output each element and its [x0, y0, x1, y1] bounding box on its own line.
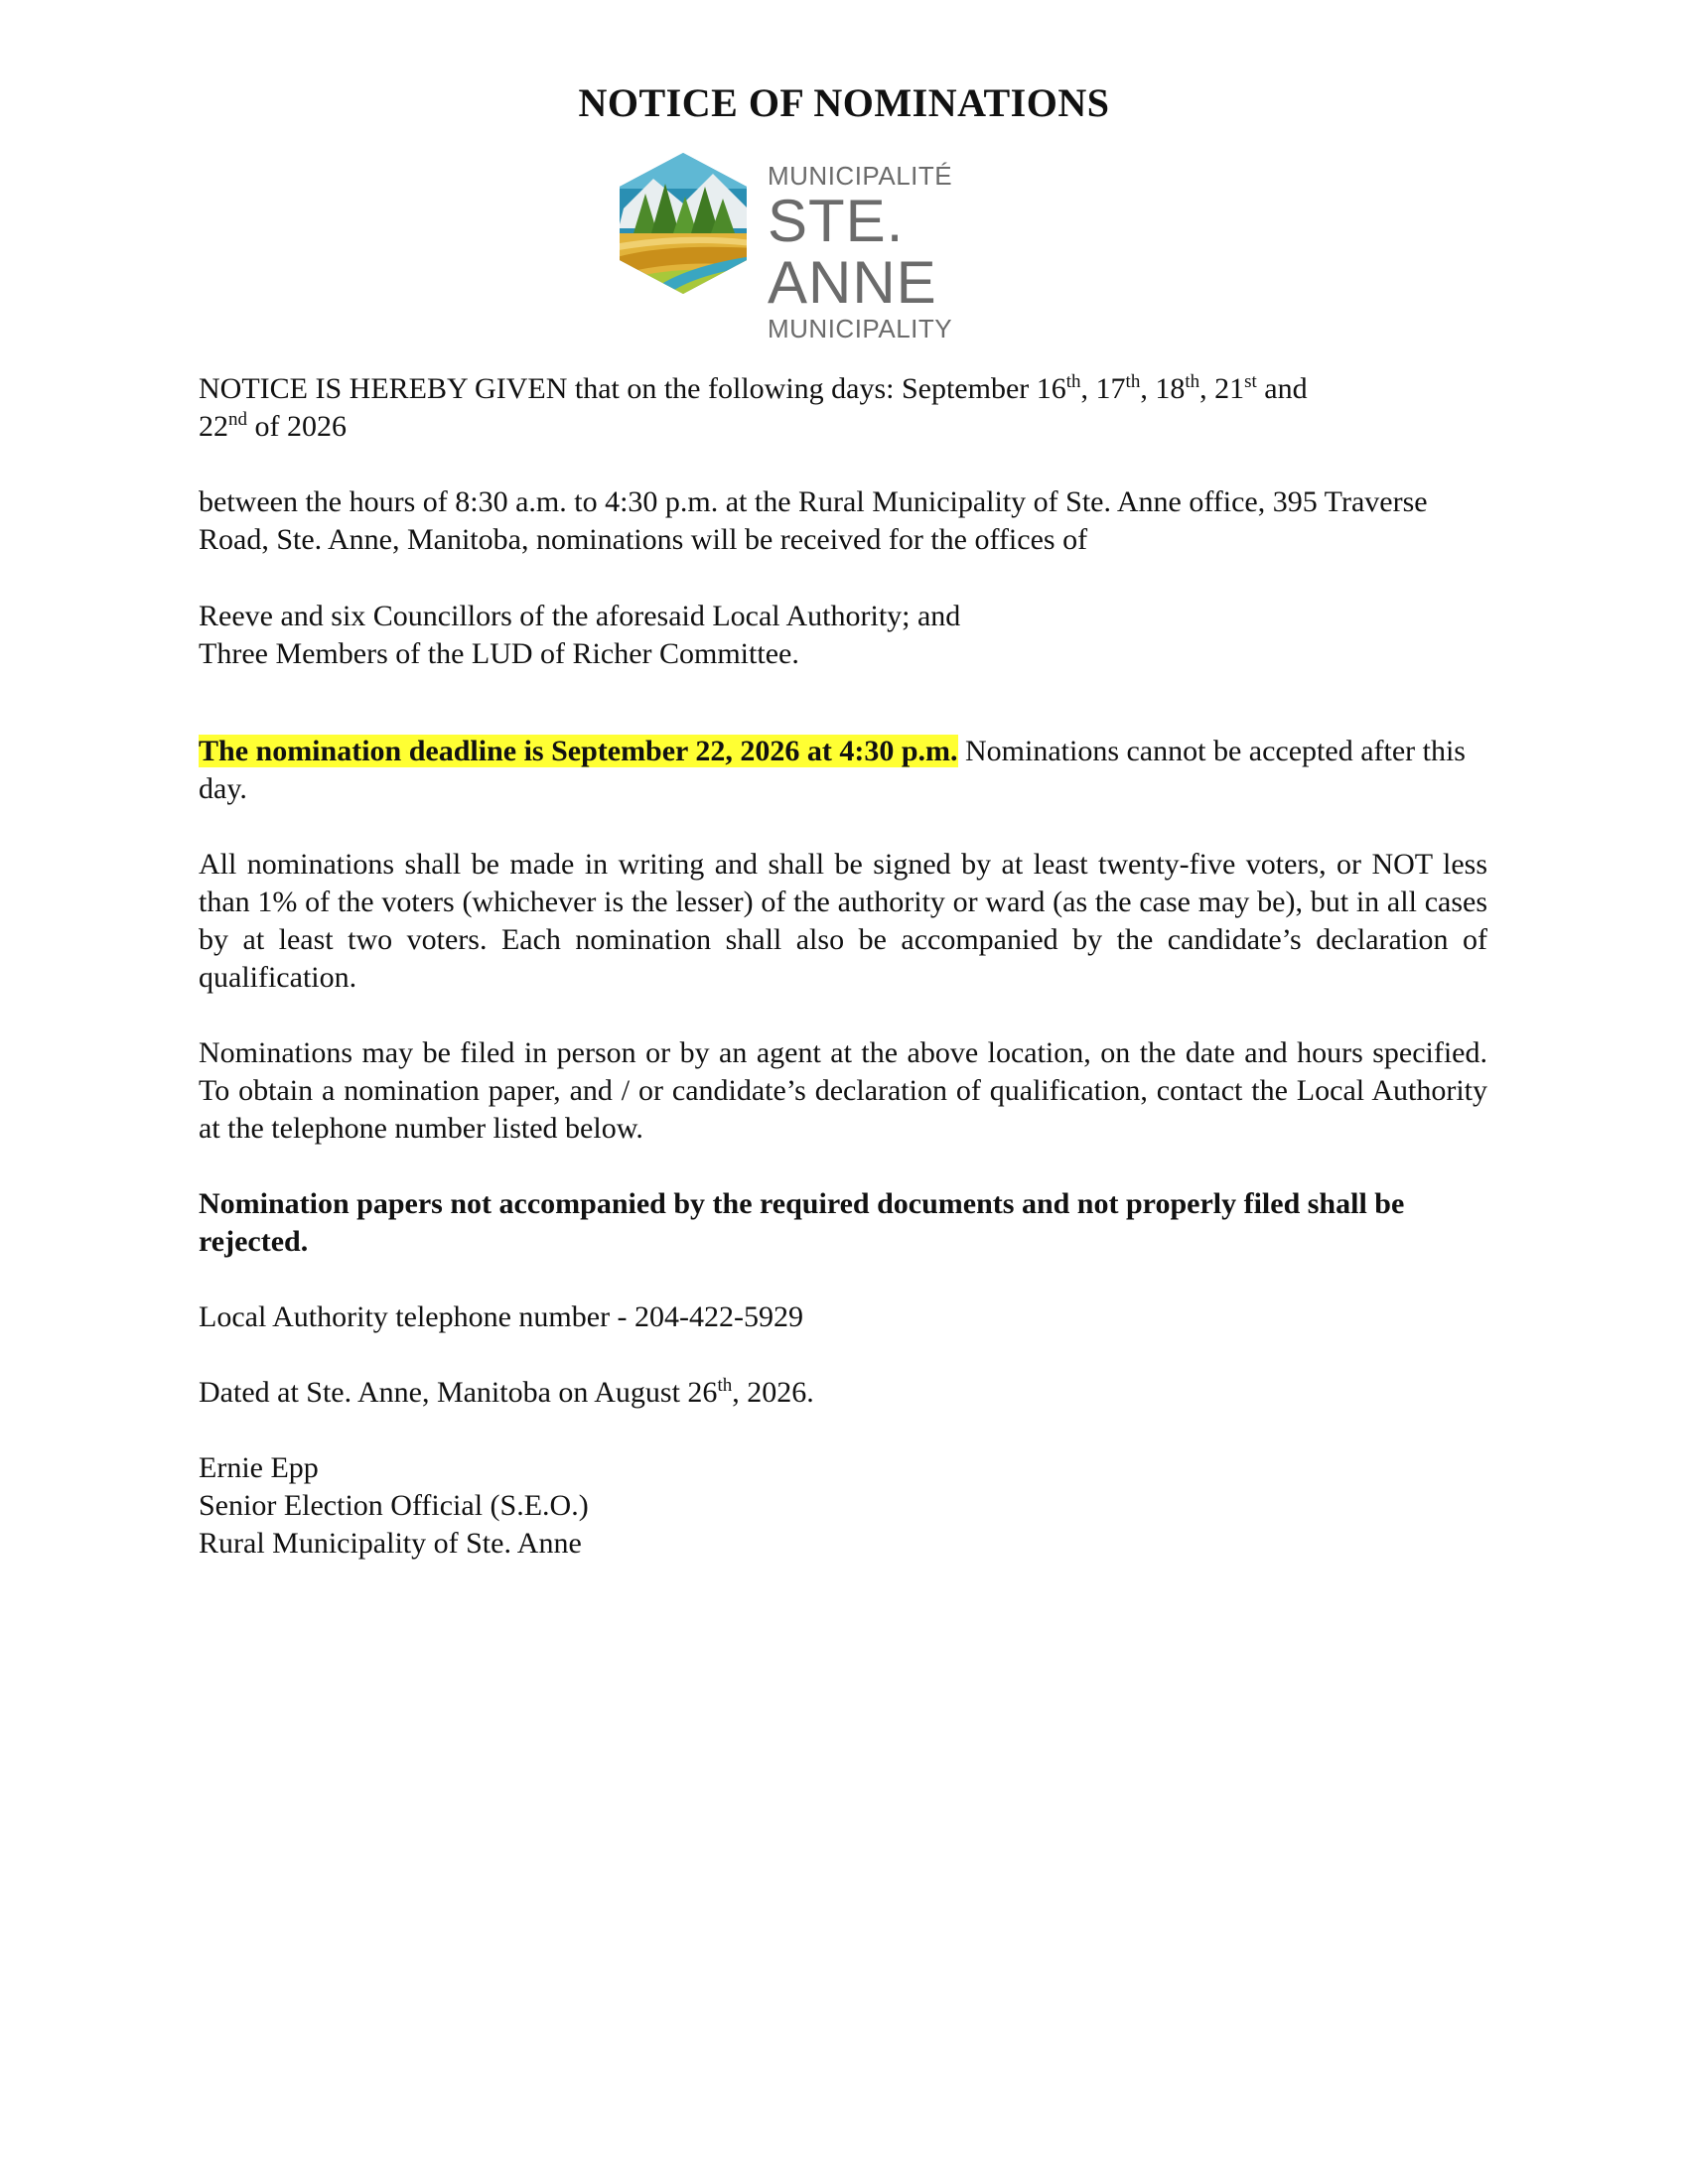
dated-text: Dated at Ste. Anne, Manitoba on August 26	[199, 1376, 718, 1409]
ordinal-suffix: th	[717, 1375, 733, 1396]
ordinal-suffix: st	[1244, 371, 1257, 392]
rejection-warning-text: Nomination papers not accompanied by the required documents and not properly filed shall be rejected.	[199, 1187, 1405, 1258]
requirements-paragraph	[199, 846, 1487, 997]
dated-text: , 2026.	[732, 1376, 814, 1409]
rejection-warning	[199, 1185, 1487, 1261]
ordinal-suffix: nd	[228, 409, 247, 430]
telephone-text: Local Authority telephone number - 204-422-5929	[199, 1300, 804, 1333]
deadline-highlight: The nomination deadline is September 22, 2026 at 4:30 p.m.	[199, 735, 958, 767]
logo-line-top: MUNICIPALITÉ	[768, 161, 953, 191]
hours-location-paragraph	[199, 483, 1487, 559]
logo-line-main: STE. ANNE	[768, 188, 937, 316]
signatory-name: Ernie Epp	[199, 1451, 319, 1484]
ordinal-suffix: th	[1185, 371, 1200, 392]
hexagon-landscape-emblem	[614, 149, 753, 298]
notice-text: NOTICE IS HEREBY GIVEN that on the following days: September 16	[199, 372, 1066, 405]
signature-block	[199, 1449, 1487, 1563]
dated-line	[199, 1374, 1487, 1412]
requirements-text: All nominations shall be made in writing and shall be signed by at least twenty-five voters, or NOT less than 1% of the voters (whichever is the lesser) of the authority or ward (as the case may be), but in all cases by at least two voters. Each nomination shall also be accompanied by the candidate’s declaration of qualification.	[199, 848, 1487, 994]
ordinal-suffix: th	[1125, 371, 1141, 392]
notice-text: and	[1256, 372, 1308, 405]
logo-wordmark	[768, 161, 1080, 343]
signatory-title: Senior Election Official (S.E.O.)	[199, 1489, 589, 1522]
logo-line-bottom: MUNICIPALITY	[768, 314, 953, 343]
office-item: Three Members of the LUD of Richer Committee.	[199, 637, 799, 670]
office-item: Reeve and six Councillors of the aforesaid Local Authority; and	[199, 600, 961, 632]
offices-list	[199, 598, 1487, 673]
notice-text: , 21	[1199, 372, 1245, 405]
notice-text: , 17	[1080, 372, 1126, 405]
deadline-paragraph	[199, 733, 1487, 808]
signatory-organization: Rural Municipality of Ste. Anne	[199, 1527, 582, 1560]
telephone-line	[199, 1298, 1487, 1336]
filing-paragraph	[199, 1034, 1487, 1148]
municipality-logo	[614, 149, 1080, 343]
notice-paragraph	[199, 370, 1487, 446]
notice-text: 22	[199, 410, 228, 443]
hours-location-text: between the hours of 8:30 a.m. to 4:30 p.m. at the Rural Municipality of Ste. Anne office, 395 Traverse Road, Ste. Anne, Manitoba, nominations will be received for the offices of	[199, 485, 1428, 556]
filing-text: Nominations may be filed in person or by an agent at the above location, on the date and hours specified. To obtain a nomination paper, and / or candidate’s declaration of qualification, contact the Local Authority at the telephone number listed below.	[199, 1036, 1487, 1145]
page-title: NOTICE OF NOMINATIONS	[578, 80, 1110, 125]
notice-text: , 18	[1140, 372, 1186, 405]
notice-text: of 2026	[247, 410, 347, 443]
deadline-rest: Nominations cannot be accepted after this day.	[199, 735, 1466, 805]
ordinal-suffix: th	[1065, 371, 1081, 392]
